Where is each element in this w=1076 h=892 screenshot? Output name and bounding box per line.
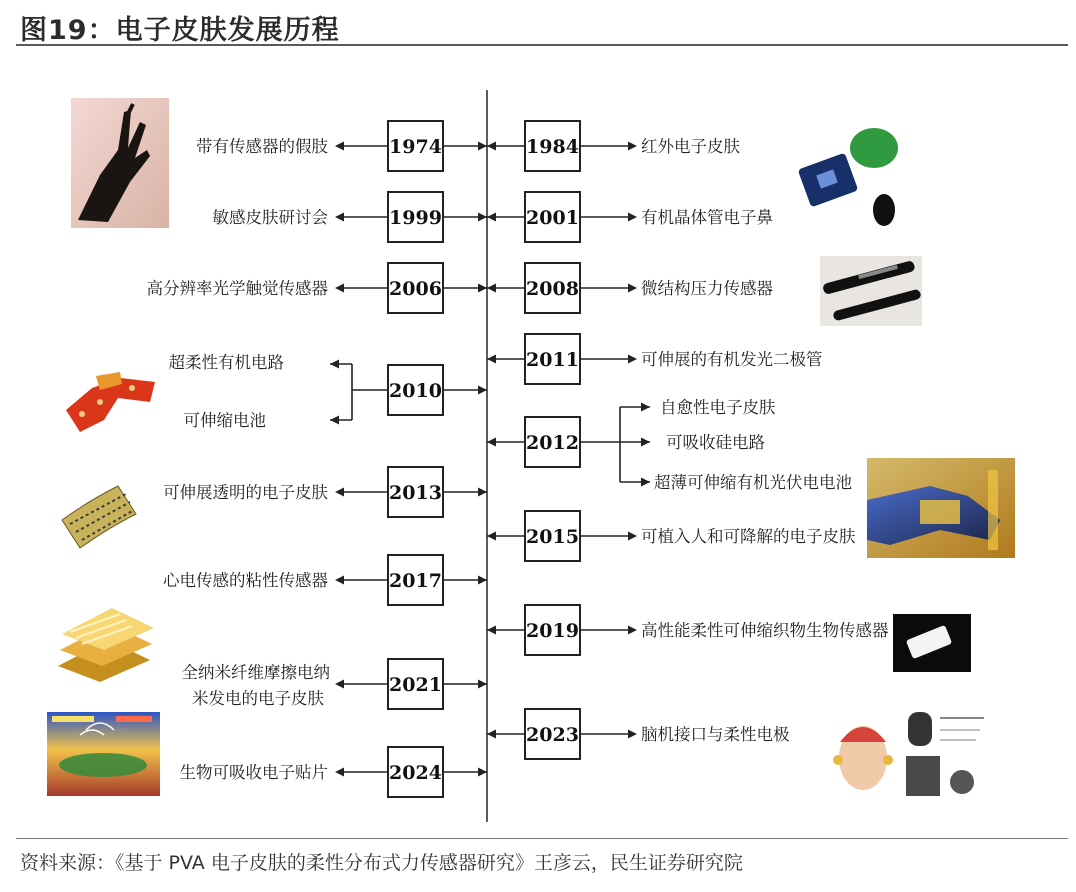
flexible-circuit-photo xyxy=(60,368,160,440)
event-labels xyxy=(147,137,890,782)
year-label: 2024 xyxy=(389,762,442,784)
infrared-skin-chip-photo xyxy=(796,120,898,230)
photovoltaic-finger-photo xyxy=(867,458,1015,558)
event-label: 高分辨率光学触觉传感器 xyxy=(146,279,328,298)
year-boxes xyxy=(388,121,580,797)
arrowhead xyxy=(335,284,344,293)
event-label: 脑机接口与柔性电极 xyxy=(641,725,790,744)
year-label: 2011 xyxy=(526,349,579,371)
year-label: 2001 xyxy=(526,207,579,229)
arrowhead xyxy=(335,213,344,222)
arrowhead xyxy=(330,360,339,369)
year-label: 2021 xyxy=(389,674,442,696)
event-label: 可伸缩电池 xyxy=(183,411,266,430)
arrowhead xyxy=(478,768,487,777)
year-label: 2010 xyxy=(389,380,442,402)
arrowhead xyxy=(478,284,487,293)
arrowhead xyxy=(335,142,344,151)
arrowhead xyxy=(628,532,637,541)
event-label: 可植入人和可降解的电子皮肤 xyxy=(641,527,856,546)
year-box-2021 xyxy=(388,659,443,709)
arrowhead xyxy=(478,386,487,395)
event-label: 生物可吸收电子贴片 xyxy=(179,763,328,782)
prosthetic-hand-photo xyxy=(71,98,169,228)
arrowhead xyxy=(487,626,496,635)
arrowhead xyxy=(641,403,650,412)
arrowhead xyxy=(628,142,637,151)
year-box-2012 xyxy=(525,417,580,467)
arrowhead xyxy=(478,576,487,585)
arrowhead xyxy=(641,438,650,447)
arrowhead xyxy=(478,142,487,151)
arrowhead xyxy=(478,680,487,689)
year-box-2019 xyxy=(525,605,580,655)
year-box-2015 xyxy=(525,511,580,561)
year-label: 2019 xyxy=(526,620,579,642)
event-label: 全纳米纤维摩擦电纳 xyxy=(181,663,330,682)
arrowhead xyxy=(335,576,344,585)
year-box-2011 xyxy=(525,334,580,384)
event-label: 微结构压力传感器 xyxy=(641,279,773,298)
arrowhead xyxy=(478,213,487,222)
year-label: 1974 xyxy=(389,136,442,158)
year-label: 2013 xyxy=(389,482,442,504)
source-rule xyxy=(16,838,1068,839)
arrowhead xyxy=(628,213,637,222)
arrowhead xyxy=(487,438,496,447)
event-label: 红外电子皮肤 xyxy=(641,137,740,156)
year-label: 2015 xyxy=(526,526,579,548)
event-label: 可吸收硅电路 xyxy=(666,433,765,452)
transparent-skin-photo xyxy=(58,478,142,548)
year-label: 2012 xyxy=(526,432,579,454)
event-label: 自愈性电子皮肤 xyxy=(660,398,776,417)
year-label: 2023 xyxy=(526,724,579,746)
arrowhead xyxy=(641,478,650,487)
event-label: 有机晶体管电子鼻 xyxy=(641,208,773,227)
event-label: 高性能柔性可伸缩织物生物传感器 xyxy=(641,621,889,640)
nanofiber-layers-photo xyxy=(53,606,155,682)
arrowhead xyxy=(478,488,487,497)
event-label: 心电传感的粘性传感器 xyxy=(163,571,328,590)
figure-title: 图19：电子皮肤发展历程 xyxy=(20,15,340,46)
arrowhead xyxy=(628,730,637,739)
year-box-2008 xyxy=(525,263,580,313)
arrowhead xyxy=(487,213,496,222)
connector-lines xyxy=(330,142,650,777)
year-box-2024 xyxy=(388,747,443,797)
arrowhead xyxy=(335,768,344,777)
year-label: 1984 xyxy=(526,136,579,158)
year-box-2001 xyxy=(525,192,580,242)
year-box-2023 xyxy=(525,709,580,759)
arrowhead xyxy=(487,284,496,293)
event-label: 可伸展的有机发光二极管 xyxy=(641,350,823,369)
year-box-1974 xyxy=(388,121,443,171)
source-note: 资料来源：《基于 PVA 电子皮肤的柔性分布式力传感器研究》王彦云，民生证券研究院 xyxy=(20,852,743,874)
brain-interface-photo xyxy=(830,708,988,804)
year-label: 2017 xyxy=(389,570,442,592)
arrowhead xyxy=(335,488,344,497)
year-label: 1999 xyxy=(389,207,442,229)
year-label: 2006 xyxy=(389,278,442,300)
arrowhead xyxy=(628,284,637,293)
year-box-2013 xyxy=(388,467,443,517)
arrowhead xyxy=(330,416,339,425)
year-box-1984 xyxy=(525,121,580,171)
pressure-sensor-strips-photo xyxy=(820,256,922,326)
bioresorbable-patch-photo xyxy=(47,712,160,796)
arrowhead xyxy=(628,626,637,635)
event-label: 敏感皮肤研讨会 xyxy=(212,208,328,227)
year-box-1999 xyxy=(388,192,443,242)
year-label: 2008 xyxy=(526,278,579,300)
arrowhead xyxy=(487,355,496,364)
year-box-2010 xyxy=(388,365,443,415)
year-box-2006 xyxy=(388,263,443,313)
event-label: 米发电的电子皮肤 xyxy=(192,689,324,708)
arrowhead xyxy=(628,355,637,364)
arrowhead xyxy=(487,730,496,739)
event-label: 可伸展透明的电子皮肤 xyxy=(163,483,328,502)
year-box-2017 xyxy=(388,555,443,605)
event-label: 超薄可伸缩有机光伏电电池 xyxy=(654,473,852,492)
fabric-biosensor-photo xyxy=(893,614,971,672)
arrowhead xyxy=(487,532,496,541)
event-label: 超柔性有机电路 xyxy=(168,353,284,372)
arrowhead xyxy=(487,142,496,151)
event-label: 带有传感器的假肢 xyxy=(196,137,328,156)
arrowhead xyxy=(335,680,344,689)
